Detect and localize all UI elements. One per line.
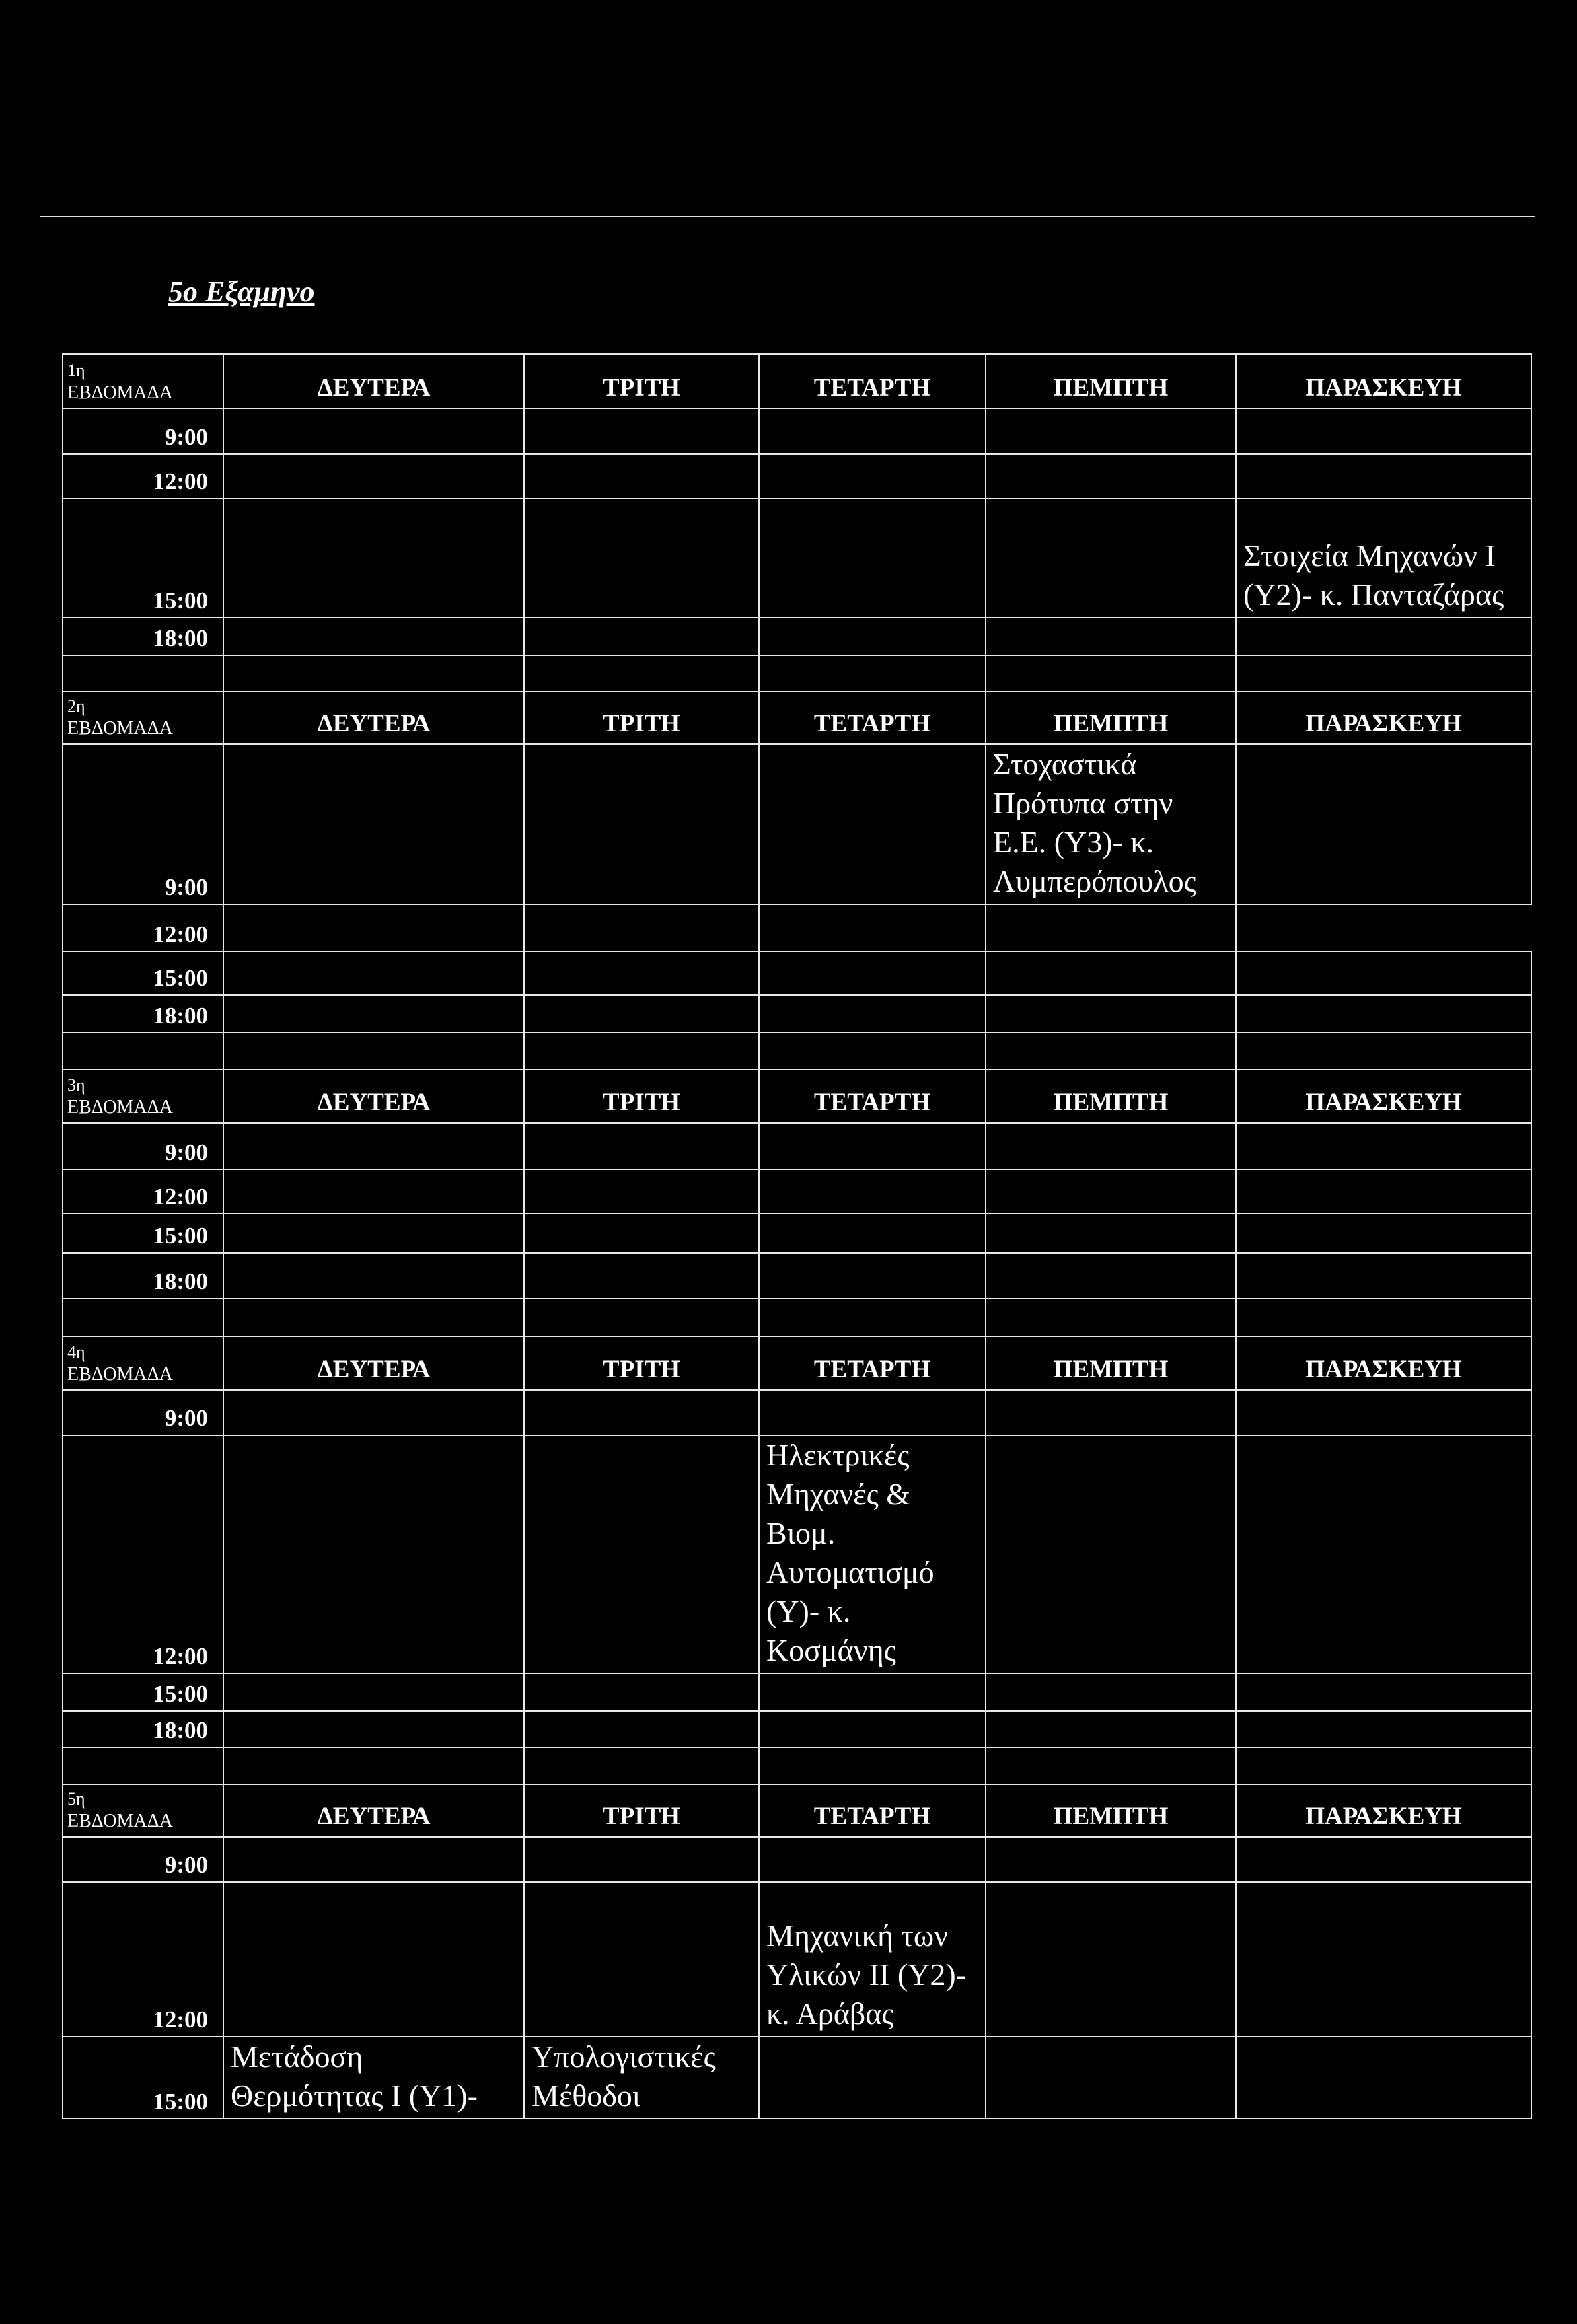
day-monday: ΔΕΥΤΕΡΑ xyxy=(223,354,524,408)
time-label: 12:00 xyxy=(63,1169,223,1214)
time-row xyxy=(63,1169,1531,1214)
day-monday: ΔΕΥΤΕΡΑ xyxy=(223,692,524,744)
time-row xyxy=(63,1253,1531,1299)
time-row xyxy=(63,499,1531,618)
time-row xyxy=(63,1390,1531,1435)
day-tuesday: ΤΡΙΤΗ xyxy=(524,1784,759,1837)
time-label: 18:00 xyxy=(63,618,223,655)
course-cell: Στοιχεία Μηχανών Ι (Υ2)- κ. Πανταζάρας xyxy=(1236,499,1531,618)
day-friday: ΠΑΡΑΣΚΕΥΗ xyxy=(1236,1336,1531,1390)
day-wednesday: ΤΕΤΑΡΤΗ xyxy=(759,1336,986,1390)
time-row xyxy=(63,618,1531,655)
day-wednesday: ΤΕΤΑΡΤΗ xyxy=(759,1070,986,1123)
week-label: 4η ΕΒΔΟΜΑΔΑ xyxy=(63,1336,223,1390)
spacer-row xyxy=(63,1747,1531,1784)
day-monday: ΔΕΥΤΕΡΑ xyxy=(223,1336,524,1390)
time-label: 12:00 xyxy=(63,1435,223,1673)
time-row xyxy=(63,408,1531,454)
time-label: 9:00 xyxy=(63,1837,223,1882)
time-label: 15:00 xyxy=(63,1214,223,1253)
week-header-row xyxy=(63,1784,1531,1837)
week-header-row xyxy=(63,1336,1531,1390)
week-header-row xyxy=(63,1070,1531,1123)
time-row xyxy=(63,2037,1531,2119)
time-row xyxy=(63,995,1531,1033)
day-friday: ΠΑΡΑΣΚΕΥΗ xyxy=(1236,692,1531,744)
time-label: 9:00 xyxy=(63,744,223,904)
week-label: 1η ΕΒΔΟΜΑΔΑ xyxy=(63,354,223,408)
day-thursday: ΠΕΜΠΤΗ xyxy=(986,1070,1236,1123)
day-wednesday: ΤΕΤΑΡΤΗ xyxy=(759,354,986,408)
week-label: 5η ΕΒΔΟΜΑΔΑ xyxy=(63,1784,223,1837)
time-row xyxy=(63,1435,1531,1673)
day-friday: ΠΑΡΑΣΚΕΥΗ xyxy=(1236,1784,1531,1837)
week-header-row xyxy=(63,692,1531,744)
time-row xyxy=(63,1214,1531,1253)
day-tuesday: ΤΡΙΤΗ xyxy=(524,1336,759,1390)
time-label: 9:00 xyxy=(63,1123,223,1169)
time-row xyxy=(63,1711,1531,1747)
time-row xyxy=(63,1837,1531,1882)
time-row xyxy=(63,1882,1531,2037)
time-row xyxy=(63,951,1531,995)
day-tuesday: ΤΡΙΤΗ xyxy=(524,692,759,744)
day-thursday: ΠΕΜΠΤΗ xyxy=(986,354,1236,408)
time-label: 12:00 xyxy=(63,1882,223,2037)
day-monday: ΔΕΥΤΕΡΑ xyxy=(223,1070,524,1123)
course-cell: Μηχανική των Υλικών ΙΙ (Υ2)- κ. Αράβας xyxy=(759,1882,986,2037)
time-label: 9:00 xyxy=(63,408,223,454)
time-row xyxy=(63,1123,1531,1169)
time-label: 12:00 xyxy=(63,454,223,499)
course-cell: Μετάδοση Θερμότητας Ι (Υ1)- xyxy=(223,2037,524,2119)
time-label: 18:00 xyxy=(63,1711,223,1747)
schedule-table xyxy=(62,353,1532,2119)
time-row xyxy=(63,1673,1531,1711)
day-monday: ΔΕΥΤΕΡΑ xyxy=(223,1784,524,1837)
day-thursday: ΠΕΜΠΤΗ xyxy=(986,1784,1236,1837)
time-label: 12:00 xyxy=(63,904,223,951)
day-friday: ΠΑΡΑΣΚΕΥΗ xyxy=(1236,1070,1531,1123)
week-label: 3η ΕΒΔΟΜΑΔΑ xyxy=(63,1070,223,1123)
time-row xyxy=(63,744,1531,904)
day-thursday: ΠΕΜΠΤΗ xyxy=(986,1336,1236,1390)
time-label: 9:00 xyxy=(63,1390,223,1435)
time-label: 18:00 xyxy=(63,1253,223,1299)
day-wednesday: ΤΕΤΑΡΤΗ xyxy=(759,692,986,744)
semester-title: 5ο Εξαμηνο xyxy=(168,275,315,308)
week-label: 2η ΕΒΔΟΜΑΔΑ xyxy=(63,692,223,744)
time-label: 15:00 xyxy=(63,951,223,995)
time-label: 15:00 xyxy=(63,499,223,618)
top-rule xyxy=(40,216,1535,217)
time-label: 15:00 xyxy=(63,1673,223,1711)
course-cell: Ηλεκτρικές Μηχανές & Βιομ. Αυτοματισμό (Υ)- κ. Κοσμάνης xyxy=(759,1435,986,1673)
spacer-row xyxy=(63,655,1531,692)
day-thursday: ΠΕΜΠΤΗ xyxy=(986,692,1236,744)
time-label: 18:00 xyxy=(63,995,223,1033)
day-friday: ΠΑΡΑΣΚΕΥΗ xyxy=(1236,354,1531,408)
spacer-row xyxy=(63,1033,1531,1070)
spacer-row xyxy=(63,1299,1531,1336)
time-row xyxy=(63,454,1531,499)
day-tuesday: ΤΡΙΤΗ xyxy=(524,1070,759,1123)
course-cell: Υπολογιστικές Μέθοδοι xyxy=(524,2037,759,2119)
day-wednesday: ΤΕΤΑΡΤΗ xyxy=(759,1784,986,1837)
day-tuesday: ΤΡΙΤΗ xyxy=(524,354,759,408)
time-row xyxy=(63,904,1531,951)
week-header-row xyxy=(63,354,1531,408)
course-cell: Στοχαστικά Πρότυπα στην Ε.Ε. (Υ3)- κ. Λυμπερόπουλος xyxy=(986,744,1236,904)
time-label: 15:00 xyxy=(63,2037,223,2119)
